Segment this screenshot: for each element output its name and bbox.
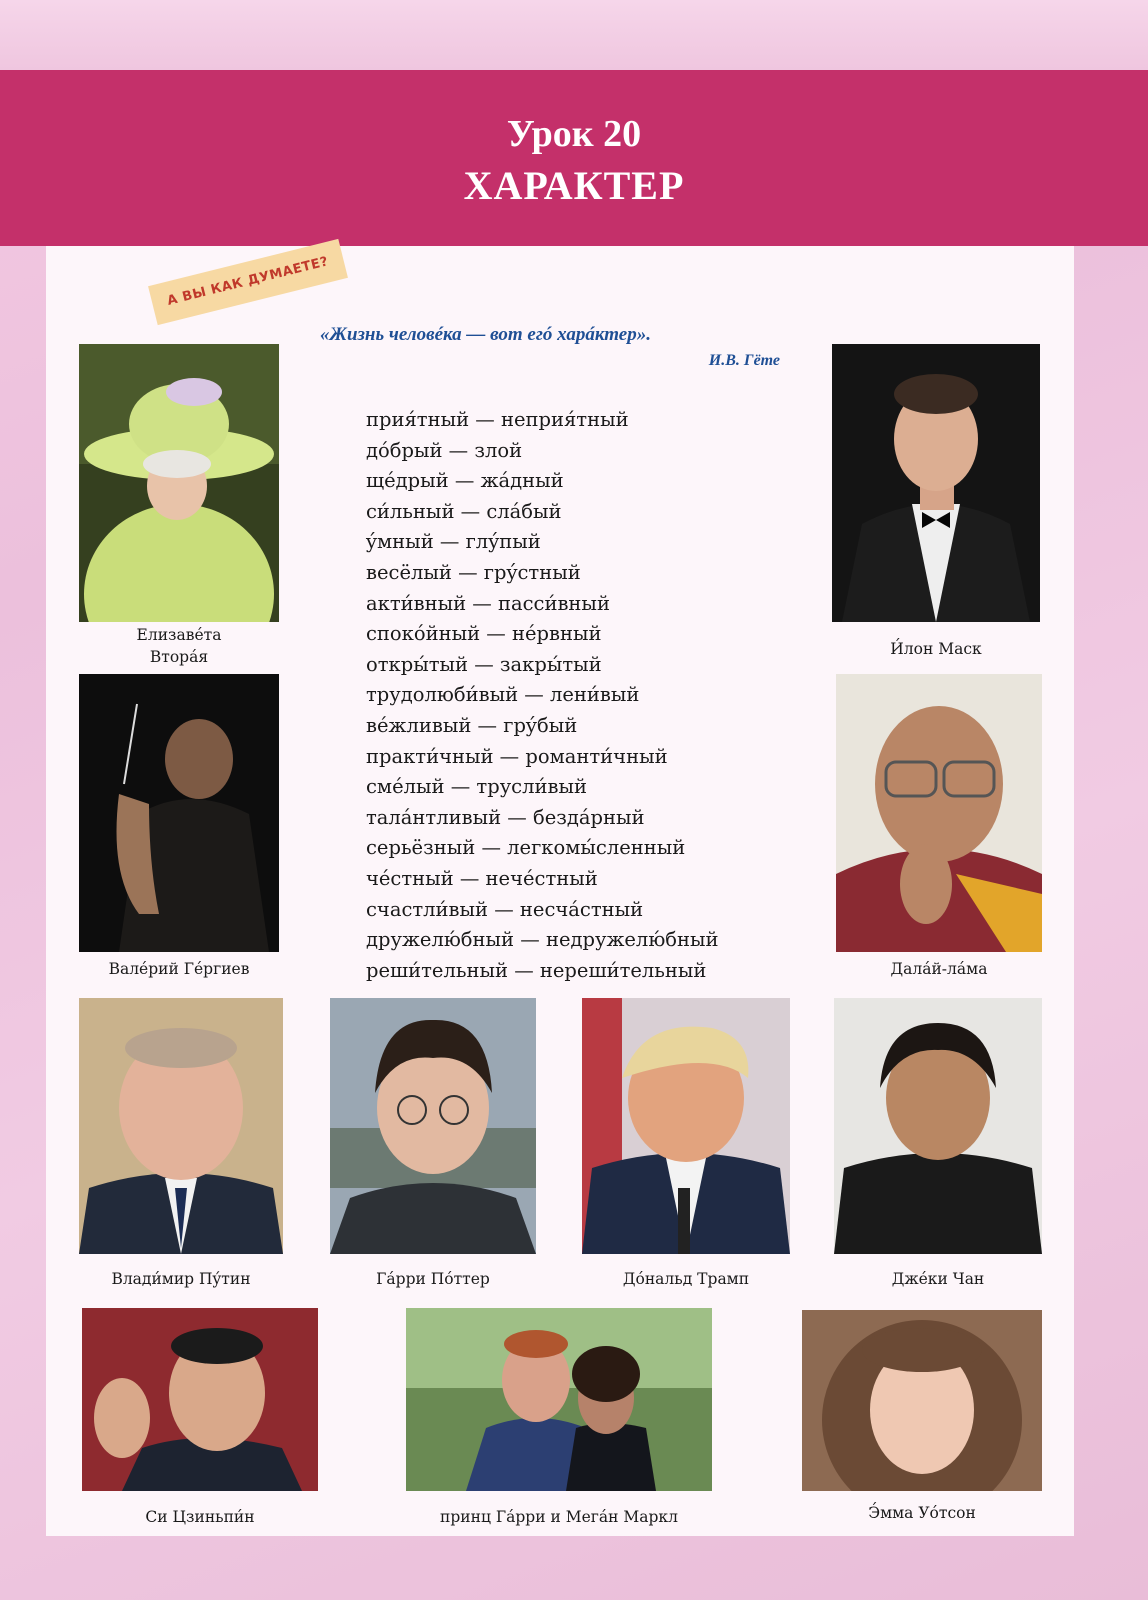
caption-elizabeth-ii: [79, 624, 279, 668]
portrait-emma-watson: [802, 1310, 1042, 1491]
caption-line: Елизавéта: [136, 626, 222, 644]
portrait-elizabeth-ii: [79, 344, 279, 622]
caption-elon-musk: И́лон Маск: [890, 640, 982, 658]
caption-prince-harry-meghan: принц Гáрри и Мегáн Маркл: [440, 1508, 678, 1526]
portrait-donald-trump: [582, 998, 790, 1254]
portrait-jackie-chan: [834, 998, 1042, 1254]
word-pair: чéстный — нечéстный: [366, 866, 598, 890]
portrait-dalai-lama: [836, 674, 1042, 952]
word-pair: практи́чный — романти́чный: [366, 744, 668, 768]
word-pair: акти́вный — пасси́вный: [366, 591, 610, 615]
word-pair: спокóйный — нéрвный: [366, 622, 602, 646]
caption-jackie-chan: Джéки Чан: [891, 1270, 985, 1288]
word-pair: талáнтливый — бездáрный: [366, 805, 645, 829]
caption-dalai-lama: Далáй-лáма: [890, 960, 988, 978]
word-pair: си́льный — слáбый: [366, 499, 562, 523]
word-pair: вéжливый — грýбый: [366, 713, 578, 737]
word-pair: счастли́вый — несчáстный: [366, 897, 644, 921]
quote-author: И.В. Гёте: [708, 352, 780, 369]
word-pair: трудолюби́вый — лени́вый: [366, 683, 640, 707]
word-pair: дружелю́бный — недружелю́бный: [366, 928, 719, 952]
portrait-valery-gergiev: [79, 674, 279, 952]
caption-xi-jinping: Си Цзиньпи́н: [145, 1508, 255, 1526]
word-pair: щéдрый — жáдный: [366, 469, 564, 493]
lesson-banner: [0, 70, 1148, 246]
quote-text: «Жизнь человéка — вот егó харáктер».: [320, 324, 651, 345]
word-pair: ýмный — глýпый: [366, 530, 541, 554]
word-pair: смéлый — трусли́вый: [366, 775, 587, 799]
portrait-elon-musk: [832, 344, 1040, 622]
caption-line: Вторáя: [149, 648, 209, 666]
word-pair: дóбрый — злой: [366, 438, 523, 462]
lesson-topic: ХАРАКТЕР: [463, 163, 685, 208]
word-pair: прия́тный — неприя́тный: [366, 408, 629, 431]
portrait-harry-potter: [330, 998, 536, 1254]
top-decorative-strip: [0, 0, 1148, 70]
word-pair: откры́тый — закры́тый: [366, 652, 602, 676]
caption-donald-trump: Дóнальд Трамп: [622, 1270, 750, 1288]
portrait-vladimir-putin: [79, 998, 283, 1254]
discussion-badge: А ВЫ КАК ДУМАЕТЕ?: [148, 239, 348, 325]
word-pair: весёлый — грýстный: [366, 560, 581, 584]
caption-vladimir-putin: Влади́мир Пýтин: [111, 1270, 251, 1288]
caption-harry-potter: Гáрри Пóттер: [376, 1270, 490, 1288]
word-pair: реши́тельный — нереши́тельный: [366, 958, 707, 982]
portrait-xi-jinping: [82, 1308, 318, 1491]
portrait-prince-harry-meghan: [406, 1308, 712, 1491]
caption-emma-watson: Э́мма Уóтсон: [868, 1504, 976, 1522]
caption-valery-gergiev: Валéрий Гéргиев: [108, 960, 250, 978]
word-pair: серьёзный — легкомы́сленный: [366, 836, 686, 860]
lesson-number: Урок 20: [506, 113, 642, 155]
adjective-pairs-list: [366, 405, 719, 986]
